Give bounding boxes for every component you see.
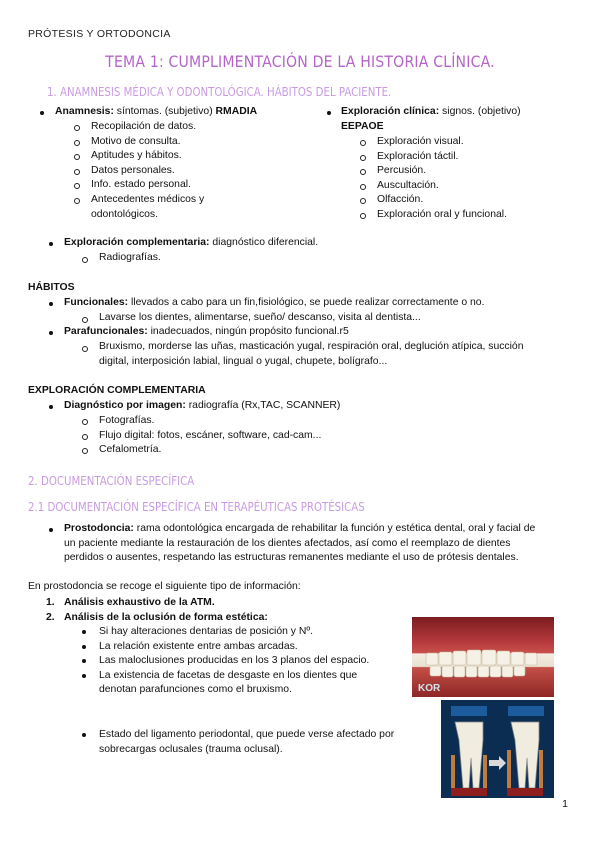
sub-bullet-icon [82, 317, 88, 323]
radiografias-item: Radiografías. [99, 252, 161, 263]
diagnostico-imagen-list: Fotografías. Flujo digital: fotos, escáner, software, cad-cam... Cefalometría. [82, 414, 321, 458]
parafuncionales-line: Parafuncionales: inadecuados, ningún propósito funcional.r5 [64, 326, 349, 337]
bullet-icon [49, 242, 53, 246]
page-number: 1 [562, 798, 568, 810]
funcionales-line: Funcionales: llevados a cabo para un fin,fisiológico, se puede realizar correctamente o no. [64, 297, 485, 308]
atm-item: Análisis exhaustivo de la ATM. [64, 597, 215, 608]
bullet-icon [327, 111, 331, 115]
bullet-icon [40, 111, 44, 115]
parafuncionales-examples: Bruxismo, morderse las uñas, masticación yugal, respiración oral, deglución atípica, succión digital, interposición labial, lingual o yugal, chupete, bolígrafo... [99, 341, 524, 367]
exploracion-acronym: EEPAOE [341, 121, 384, 132]
sub-bullet-icon [82, 257, 88, 263]
oclusion-item: Análisis de la oclusión de forma estética: [64, 612, 268, 623]
bullet-icon [49, 528, 53, 532]
course-header: PRÓTESIS Y ORTODONCIA [28, 28, 171, 40]
funcionales-examples: Lavarse los dientes, alimentarse, sueño/ descanso, visita al dentista... [99, 312, 421, 323]
list-number: 1. [46, 597, 55, 608]
section-2-1-heading: 2.1 DOCUMENTACIÓN ESPECÍFICA EN TERAPÉUTICAS PROTÉSICAS [28, 500, 365, 514]
sub-bullet-icon [82, 346, 88, 352]
prostodoncia-definition: Prostodoncia: rama odontológica encargada de rehabilitar la función y estética dental, oral y facial de un paciente mediante la restauración de los dientes afectados, así como el reemplazo de dientes perdidos o ausentes, respetando las estructuras remanentes mediante el uso de prótesis dentales. [64, 523, 536, 564]
oclusion-bullets: Si hay alteraciones dentarias de posición y Nº. La relación existente entre ambas arcadas. Las maloclusiones producidas en los 3 planos del espacio. La existencia de facetas de desgaste en los dientes que denotan parafunciones como el bruxismo. [82, 625, 369, 698]
photo-logo: KOR [418, 683, 441, 694]
page-title: TEMA 1: CUMPLIMENTACIÓN DE LA HISTORIA CLÍNICA. [105, 52, 495, 71]
dental-occlusion-photo [412, 617, 554, 697]
bullet-icon [49, 302, 53, 306]
exploracion-clinica-line: Exploración clínica: signos. (objetivo) [341, 106, 521, 117]
bullet-icon [49, 331, 53, 335]
diagnostico-imagen-line: Diagnóstico por imagen: radiografía (Rx,TAC, SCANNER) [64, 400, 341, 411]
section-1-heading: 1. ANAMNESIS MÉDICA Y ODONTOLÓGICA. HÁBITOS DEL PACIENTE. [47, 85, 392, 99]
bullet-icon [49, 405, 53, 409]
list-number: 2. [46, 612, 55, 623]
periodontal-trauma-diagram [441, 700, 554, 798]
habitos-heading: HÁBITOS [28, 282, 75, 293]
ligamento-bullet: Estado del ligamento periodontal, que puede verse afectado por sobrecargas oclusales (trauma oclusal). [82, 728, 394, 757]
exploracion-list: Exploración visual. Exploración táctil. Percusión. Auscultación. Olfacción. Exploración oral y funcional. [360, 135, 507, 223]
prostodoncia-intro: En prostodoncia se recoge el siguiente tipo de información: [28, 581, 301, 592]
exploracion-complementaria-heading: EXPLORACIÓN COMPLEMENTARIA [28, 385, 206, 396]
anamnesis-list: Recopilación de datos. Motivo de consulta. Aptitudes y hábitos. Datos personales. Info. estado personal. Antecedentes médicos y odontológicos. [74, 120, 204, 222]
section-2-heading: 2. DOCUMENTACIÓN ESPECÍFICA [28, 474, 195, 488]
exploracion-complementaria-line: Exploración complementaria: diagnóstico diferencial. [64, 237, 319, 248]
anamnesis-line: Anamnesis: síntomas. (subjetivo) RMADIA [55, 106, 258, 117]
